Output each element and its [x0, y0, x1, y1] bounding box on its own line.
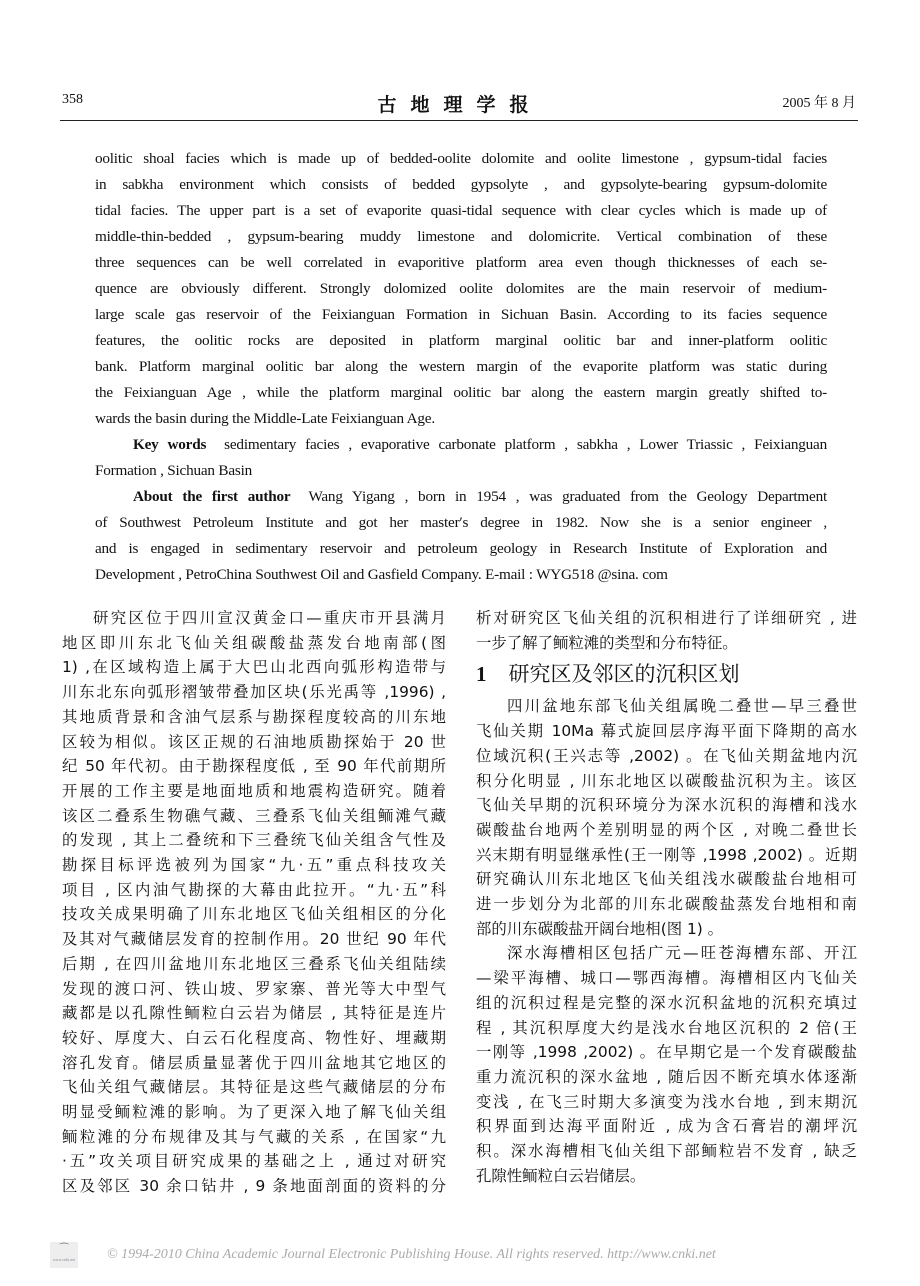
- keywords-label: Key words: [133, 436, 207, 453]
- text-line: 研究区位于四川宣汉黄金口—重庆市开县满月: [93, 609, 446, 627]
- left-column: [62, 606, 446, 1199]
- text-line: 重力流沉积的深水盆地 , 随后因不断充填水体逐渐: [476, 1067, 857, 1086]
- text-line: [95, 484, 827, 510]
- issue-date: 2005 年 8 月: [782, 96, 856, 111]
- text-line: 其地质背景和含油气层系与勘探程度较高的川东地: [62, 707, 446, 726]
- logo-text: www.cnki.net: [52, 1257, 76, 1262]
- text-line: features, the oolitic rocks are deposited in platform marginal oolitic bar and inner-platform oolitic: [95, 332, 827, 349]
- logo-mark-icon: ⁀: [59, 1244, 69, 1256]
- header-rule: [60, 120, 858, 121]
- section-heading: [476, 655, 857, 694]
- text-line: middle-thin-bedded , gypsum-bearing muddy limestone and dolomicrite. Vertical combination of these: [95, 228, 827, 245]
- journal-title: 古地理学报: [377, 94, 543, 116]
- text-line: 项目 , 区内油气勘探的大幕由此拉开。“九·五”科: [62, 880, 446, 899]
- text-line: 该区二叠系生物礁气藏、三叠系飞仙关组鲕滩气藏: [62, 806, 446, 825]
- text-line: 纪 50 年代初。由于勘探程度低 , 至 90 年代前期所: [62, 757, 446, 776]
- text-line: 积。深水海槽相飞仙关组下部鲕粒岩不发育 , 缺乏: [476, 1142, 857, 1161]
- text-line: 兴末期有明显继承性(王一刚等 ,1998 ,2002) 。近期: [476, 845, 857, 864]
- text-line: 鲕粒滩的分布规律及其与气藏的关系 , 在国家“九: [62, 1127, 446, 1146]
- text-line: 积界面到达海平面附近 , 成为含石膏岩的潮坪沉: [476, 1117, 857, 1136]
- text-line: 一步了解了鲕粒滩的类型和分布特征。: [476, 633, 738, 652]
- text-line-body: Wang Yigang , born in 1954 , was graduated from the Geology Department: [308, 488, 827, 505]
- text-line: quence are obviously different. Strongly dolomized oolite dolomites are the main reservoir of medium-: [95, 280, 827, 297]
- text-line: 位域沉积(王兴志等 ,2002) 。在飞仙关期盆地内沉: [476, 746, 857, 765]
- text-line: 飞仙关组气藏储层。其特征是这些气藏储层的分布: [62, 1078, 446, 1097]
- text-line: 析对研究区飞仙关组的沉积相进行了详细研究 , 进: [476, 609, 857, 627]
- page-number: 358: [62, 92, 83, 107]
- text-line: 及其对气藏储层发育的控制作用。20 世纪 90 年代: [62, 930, 446, 949]
- text-line: 研究确认川东北地区飞仙关组浅水碳酸盐台地相可: [476, 870, 857, 889]
- text-line: 区及邻区 30 余口钻井 , 9 条地面剖面的资料的分: [62, 1177, 446, 1196]
- author-label: About the first author: [133, 488, 291, 505]
- copyright-notice: © 1994-2010 China Academic Journal Electronic Publishing House. All rights reserved. http://www.cnki.net: [107, 1247, 716, 1262]
- text-line: 勘探目标评选被列为国家“九·五”重点科技攻关: [62, 856, 446, 875]
- text-line: 川东北东向弧形褶皱带叠加区块(乐光禹等 ,1996) ,: [62, 683, 446, 702]
- section-title: 研究区及邻区的沉积区划: [508, 662, 740, 687]
- text-line: in sabkha environment which consists of bedded gypsolyte , and gypsolyte-bearing gypsum-dolomite: [95, 176, 827, 193]
- text-line: ·五”攻关项目研究成果的基础之上 , 通过对研究: [62, 1152, 446, 1171]
- text-line: 积分化明显 , 川东北地区以碳酸盐沉积为主。该区: [476, 771, 857, 790]
- text-line: 程 , 其沉积厚度大约是浅水台地区沉积的 2 倍(王: [476, 1018, 857, 1037]
- text-line: 一刚等 ,1998 ,2002) 。在早期它是一个发育碳酸盐: [476, 1043, 857, 1062]
- cnki-logo: [50, 1242, 78, 1268]
- text-line: and is engaged in sedimentary reservoir and petroleum geology in Research Institute of Exploration and: [95, 540, 827, 557]
- text-line-body: sedimentary facies , evaporative carbonate platform , sabkha , Lower Triassic , Feixianguan: [224, 436, 827, 453]
- text-line: 后期 , 在四川盆地川东北地区三叠系飞仙关组陆续: [62, 954, 446, 973]
- text-line: 开展的工作主要是地面地质和地震构造研究。随着: [62, 781, 446, 800]
- text-line: 区较为相似。该区正规的石油地质勘探始于 20 世: [62, 732, 446, 751]
- right-column: [476, 606, 857, 1188]
- text-line: 较好、厚度大、白云石化程度高、物性好、埋藏期: [62, 1028, 446, 1047]
- text-line: 四川盆地东部飞仙关组属晚二叠世—早三叠世: [507, 697, 857, 716]
- text-line: 藏都是以孔隙性鲕粒白云岩为储层 , 其特征是连片: [62, 1004, 446, 1023]
- text-line: bank. Platform marginal oolitic bar along the western margin of the evaporite platform was static during: [95, 358, 827, 375]
- text-line: 技攻关成果明确了川东北地区飞仙关组相区的分化: [62, 905, 446, 924]
- text-line: tidal facies. The upper part is a set of evaporite quasi-tidal sequence with clear cycles which is made up of: [95, 202, 827, 219]
- text-line: 进一步划分为北部的川东北碳酸盐蒸发台地相和南: [476, 895, 857, 914]
- text-line: 碳酸盐台地两个差别明显的两个区 , 对晚二叠世长: [476, 820, 857, 839]
- text-line: 的发现 , 其上二叠统和下三叠统飞仙关组含气性及: [62, 831, 446, 850]
- text-line: 组的沉积过程是完整的深水沉积盆地的沉积充填过: [476, 993, 857, 1012]
- text-line: oolitic shoal facies which is made up of bedded-oolite dolomite and oolite limestone , gypsum-tidal facies: [95, 150, 827, 167]
- text-line: Development , PetroChina Southwest Oil and Gasfield Company. E-mail : WYG518 @sina. com: [95, 566, 668, 583]
- text-line: three sequences can be well correlated in evaporitive platform area even though thicknesses of each se-: [95, 254, 827, 271]
- text-line: 发现的渡口河、铁山坡、罗家寨、普光等大中型气: [62, 979, 446, 998]
- footer: [50, 1242, 716, 1268]
- section-number: 1: [476, 662, 487, 687]
- text-line: 明显受鲕粒滩的影响。为了更深入地了解飞仙关组: [62, 1103, 446, 1122]
- text-line: large scale gas reservoir of the Feixianguan Formation in Sichuan Basin. According to its facies sequence: [95, 306, 827, 323]
- text-line: of Southwest Petroleum Institute and got her master′s degree in 1982. Now she is a senior engineer ,: [95, 514, 827, 531]
- text-line: 孔隙性鲕粒白云岩储层。: [476, 1166, 646, 1185]
- text-line: 地区即川东北飞仙关组碳酸盐蒸发台地南部(图: [62, 633, 446, 652]
- text-line: [95, 432, 827, 458]
- text-line: 溶孔发育。储层质量显著优于四川盆地其它地区的: [62, 1053, 446, 1072]
- english-abstract: [95, 146, 827, 588]
- text-line: the Feixianguan Age , while the platform marginal oolitic bar along the eastern margin greatly shifted to-: [95, 384, 827, 401]
- text-line: 飞仙关早期的沉积环境分为深水沉积的海槽和浅水: [476, 796, 857, 815]
- text-line: 飞仙关期 10Ma 幕式旋回层序海平面下降期的高水: [476, 722, 857, 741]
- text-line: —梁平海槽、城口—鄂西海槽。海槽相区内飞仙关: [476, 969, 857, 988]
- text-line: 变浅 , 在飞三时期大多演变为浅水台地 , 到末期沉: [476, 1092, 857, 1111]
- text-line: wards the basin during the Middle-Late Feixianguan Age.: [95, 410, 435, 427]
- text-line: 深水海槽相区包括广元—旺苍海槽东部、开江: [507, 944, 857, 963]
- text-line: Formation , Sichuan Basin: [95, 462, 252, 479]
- text-line: 1) ,在区域构造上属于大巴山北西向弧形构造带与: [62, 658, 446, 677]
- text-line: 部的川东碳酸盐开阔台地相(图 1) 。: [476, 919, 724, 938]
